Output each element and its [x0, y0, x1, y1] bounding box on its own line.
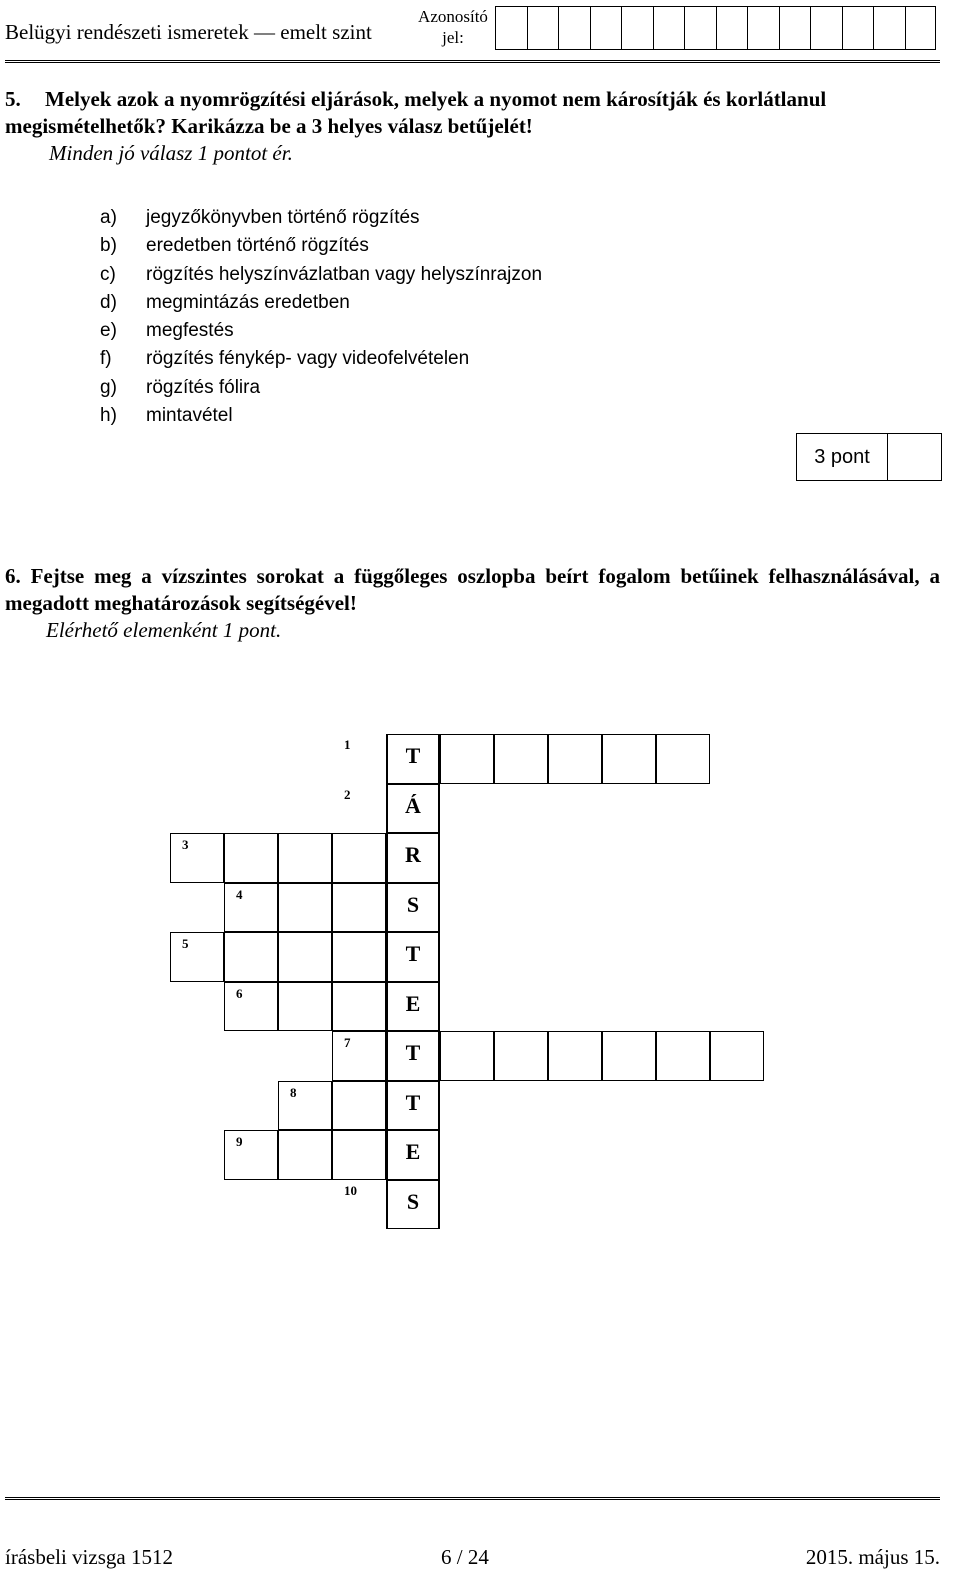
crossword-cell[interactable] [494, 734, 548, 784]
id-box[interactable] [842, 6, 874, 50]
crossword-cell[interactable] [332, 1031, 386, 1081]
option-text: eredetben történő rögzítés [146, 235, 369, 257]
crossword-solution-cell [386, 883, 440, 933]
crossword-cell[interactable] [170, 833, 224, 883]
crossword-cell[interactable] [224, 932, 278, 982]
header-divider [5, 60, 940, 63]
id-box[interactable] [653, 6, 685, 50]
crossword-cell[interactable] [278, 883, 332, 933]
crossword-cell[interactable] [602, 1031, 656, 1081]
clue-number: 6 [236, 985, 243, 1001]
solution-letter: R [405, 842, 421, 867]
crossword-cell[interactable] [224, 982, 278, 1032]
option-text: rögzítés fénykép- vagy videofelvételen [146, 348, 470, 370]
crossword-cell[interactable] [224, 1130, 278, 1180]
crossword-solution-cell [386, 1031, 440, 1081]
option-letter: f) [100, 348, 112, 370]
footer-left: írásbeli vizsga 1512 [5, 1545, 173, 1569]
crossword-cell[interactable] [224, 833, 278, 883]
crossword-cell[interactable] [278, 932, 332, 982]
solution-letter: E [405, 1139, 421, 1164]
question-5-body: Melyek azok a nyomrögzítési eljárások, melyek a nyomot nem károsítják és korlátlanul megismételhetők? Karikázza be a 3 helyes válasz betűjelét! [5, 87, 827, 138]
question-5-number: 5. [5, 87, 21, 111]
solution-letter: T [405, 941, 421, 966]
crossword-cell[interactable] [224, 883, 278, 933]
crossword-cell[interactable] [278, 1130, 332, 1180]
crossword-solution-cell [386, 932, 440, 982]
question-6-note: Elérhető elemenként 1 pont. [46, 618, 282, 642]
question-6-body: Fejtse meg a vízszintes sorokat a függőleges oszlopba beírt fogalom betűinek felhasználásával, a megadott meghatározások segítségével! [5, 564, 940, 615]
id-box[interactable] [527, 6, 559, 50]
crossword-solution-cell [386, 833, 440, 883]
question-5-text [5, 86, 940, 140]
question-5-note: Minden jó válasz 1 pontot ér. [49, 141, 293, 165]
solution-letter: T [405, 1089, 421, 1115]
header-title: Belügyi rendészeti ismeretek — emelt szint [5, 20, 372, 44]
id-box[interactable] [558, 6, 590, 50]
clue-number: 7 [344, 1035, 351, 1050]
answer-option[interactable] [100, 374, 542, 402]
option-letter: c) [100, 263, 116, 285]
footer-date: 2015. május 15. [805, 1545, 940, 1569]
crossword-cell[interactable] [656, 1031, 710, 1081]
answer-options [100, 204, 542, 430]
id-box[interactable] [590, 6, 622, 50]
id-box[interactable] [621, 6, 653, 50]
option-text: megmintázás eredetben [146, 291, 350, 313]
crossword-cell[interactable] [332, 1081, 386, 1131]
option-text: megfestés [146, 320, 234, 342]
crossword-cell[interactable] [278, 833, 332, 883]
crossword-solution-cell [386, 734, 440, 784]
id-box[interactable] [495, 6, 527, 50]
question-6-text [5, 563, 940, 617]
solution-letter: T [405, 743, 421, 768]
crossword-cell[interactable] [170, 932, 224, 982]
answer-option[interactable] [100, 289, 542, 317]
clue-number: 4 [236, 886, 243, 902]
solution-letter: E [405, 990, 421, 1016]
option-letter: d) [100, 291, 117, 313]
clue-number: 8 [290, 1084, 297, 1100]
crossword-cell[interactable] [332, 1130, 386, 1180]
crossword-solution-cell [386, 784, 440, 834]
footer-page-number: 6 / 24 [441, 1545, 489, 1569]
crossword-cell[interactable] [548, 734, 602, 784]
option-letter: a) [100, 207, 117, 228]
question-5 [5, 86, 940, 167]
clue-number: 5 [182, 936, 189, 951]
id-box[interactable] [873, 6, 905, 50]
clue-number: 10 [344, 1182, 357, 1198]
clue-number: 1 [344, 737, 351, 752]
id-box[interactable] [716, 6, 748, 50]
page-header [0, 0, 960, 68]
score-box [796, 433, 942, 481]
solution-letter: Á [405, 792, 421, 818]
option-text: rögzítés helyszínvázlatban vagy helyszínrajzon [146, 263, 543, 285]
id-label-line2: jel: [442, 28, 464, 47]
question-6-number: 6. [5, 564, 21, 588]
answer-option[interactable] [100, 232, 542, 260]
clue-number: 9 [236, 1134, 243, 1149]
footer-divider [5, 1497, 940, 1500]
question-6 [5, 563, 940, 644]
answer-option[interactable] [100, 345, 542, 373]
option-letter: g) [100, 376, 117, 398]
id-box[interactable] [684, 6, 716, 50]
crossword-cell[interactable] [332, 833, 386, 883]
score-entry[interactable] [888, 434, 941, 480]
answer-option[interactable] [100, 204, 542, 232]
crossword-solution-cell [386, 982, 440, 1032]
answer-option[interactable] [100, 402, 542, 430]
solution-letter: S [406, 1188, 420, 1214]
id-label-line1: Azonosító [418, 7, 488, 26]
crossword-cell[interactable] [710, 1031, 764, 1081]
id-box[interactable] [810, 6, 842, 50]
crossword-solution-cell [386, 1081, 440, 1131]
crossword-cell[interactable] [278, 1081, 332, 1131]
id-box[interactable] [747, 6, 779, 50]
id-label [413, 6, 493, 48]
option-text: jegyzőkönyvben történő rögzítés [146, 207, 420, 228]
crossword-solution-cell [386, 1180, 440, 1230]
id-boxes [495, 6, 936, 50]
crossword-cell[interactable] [602, 734, 656, 784]
crossword-cell[interactable] [548, 1031, 602, 1081]
crossword-cell[interactable] [278, 982, 332, 1032]
answer-option[interactable] [100, 317, 542, 345]
option-letter: b) [100, 235, 117, 257]
crossword-cell[interactable] [332, 982, 386, 1032]
crossword-cell[interactable] [440, 1031, 494, 1081]
id-box[interactable] [905, 6, 937, 50]
option-letter: e) [100, 320, 117, 342]
option-letter: h) [100, 405, 117, 427]
clue-number: 3 [182, 837, 189, 852]
crossword-cell[interactable] [332, 883, 386, 933]
solution-letter: S [406, 891, 420, 917]
score-label: 3 pont [797, 434, 888, 480]
clue-number: 2 [344, 786, 351, 802]
crossword-solution-cell [386, 1130, 440, 1180]
id-box[interactable] [779, 6, 811, 50]
crossword-cell[interactable] [332, 932, 386, 982]
option-text: rögzítés fólira [146, 376, 261, 398]
crossword-cell[interactable] [656, 734, 710, 784]
crossword-cell[interactable] [440, 734, 494, 784]
option-text: mintavétel [146, 405, 233, 427]
crossword-cell[interactable] [494, 1031, 548, 1081]
answer-option[interactable] [100, 261, 542, 289]
solution-letter: T [405, 1040, 421, 1065]
